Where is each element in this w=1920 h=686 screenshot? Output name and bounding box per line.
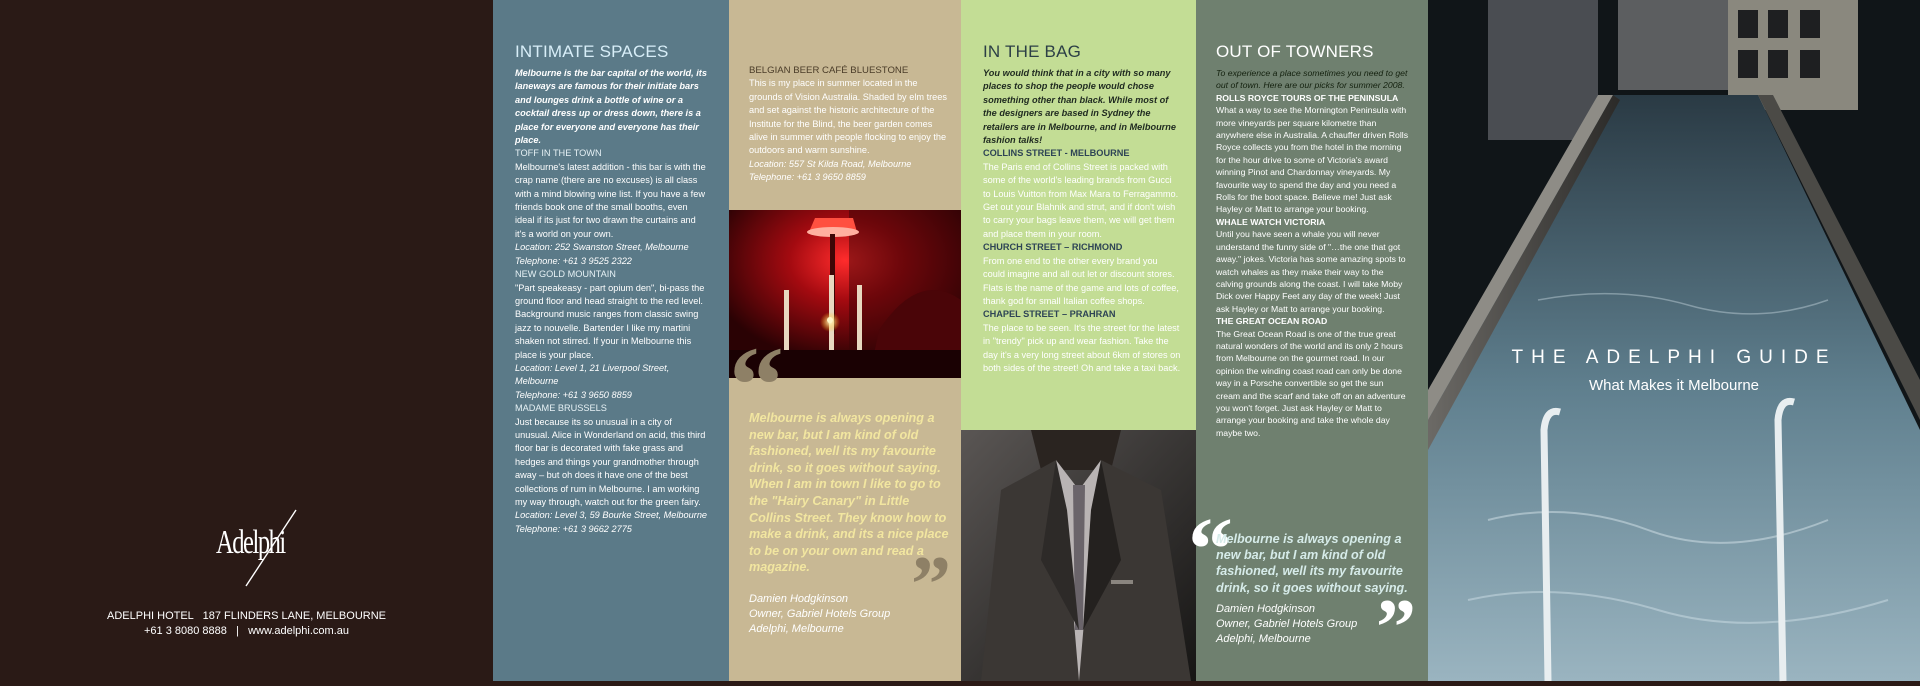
section-location: Location: 252 Swanston Street, Melbourne [515, 242, 689, 253]
out-of-towners-panel [1188, 0, 1428, 681]
beer-cafe-telephone: Telephone: +61 3 9650 8859 [749, 172, 866, 183]
section-body: The Paris end of Collins Street is packed with some of the world's leading brands from Gucci to Louis Vuitton from Max Mara to Ferragammo. Get out your Blahnik and strut, and if don't wish to carry your bags leave them, we will get them and place them in your room. [983, 161, 1179, 239]
in-the-bag-heading: IN THE BAG [983, 42, 1082, 61]
section-body: Just because its so unusual in a city of unusual. Alice in Wonderland on acid, this third floor bar is decorated with fake grass and hedges and things your grandmother through away – but oh does it have one of the best collections of rum in Melbourne. I am working my way through, watch out for the green fairy. [515, 416, 706, 507]
section-body: Until you have seen a whale you will never understand the funny side of "…the one that got away." jokes. Victoria has some amazing spots to watch whales as they make their way to the calving grounds along the coast. I will take Moby Dick over Happy Feet any day of the week! Just ask Hayley or Matt to arrange your booking. [1216, 229, 1406, 314]
hotel-phone: +61 3 8080 8888 [143, 625, 227, 637]
adelphi-logo [210, 508, 300, 588]
quote-attribution [1216, 602, 1357, 647]
section-location: Location: Level 1, 21 Liverpool Street, Melbourne [515, 362, 670, 387]
section-body: The place to be seen. It's the street for the latest in "trendy" pick up and wear fashion. Take the day it's a very long street about 6km of stores on both sides of the street! Oh and take a taxi back. [983, 322, 1181, 373]
out-of-towners-intro: To experience a place sometimes you need to get out of town. Here are our picks for summer 2008. [1216, 68, 1408, 91]
beer-cafe-title: BELGIAN BEER CAFÉ BLUESTONE [749, 65, 909, 76]
suit-image [961, 430, 1196, 681]
intimate-spaces-text [515, 67, 709, 536]
section-title: ROLLS ROYCE TOURS OF THE PENINSULA [1216, 92, 1399, 103]
section-title: WHALE WATCH VICTORIA [1216, 216, 1326, 227]
in-the-bag-text [983, 42, 1181, 375]
section-title: NEW GOLD MOUNTAIN [515, 269, 616, 280]
man-in-suit-photo [961, 430, 1196, 681]
attribution-name: Damien Hodgkinson [1216, 603, 1316, 615]
section-title: THE GREAT OCEAN ROAD [1216, 316, 1328, 327]
section-telephone: Telephone: +61 3 9662 2775 [515, 523, 632, 534]
close-quote-icon: ” [911, 541, 951, 629]
intimate-spaces-panel [493, 0, 729, 681]
beer-cafe-panel [729, 0, 961, 681]
logo-wordmark: Adelphi [216, 524, 285, 561]
attribution-place: Adelphi, Melbourne [1216, 633, 1311, 645]
pull-quote: Melbourne is always opening a new bar, but I am kind of old fashioned, well its my favourite drink, so it goes without saying. [1216, 532, 1408, 595]
in-the-bag-intro: You would think that in a city with so many places to shop the people would chose something other than black. While most of the designers are based in Sydney the retailers are in Melbourne, and in Melbourne fashion talks! [983, 68, 1176, 146]
section-body: Melbourne's latest addition - this bar is with the crap name (there are no excuses) is all class with a mind blowing wine list. If you have a few friends book one of the small booths, even ideal if its just for two drawn the curtains and it's a world on your own. [515, 161, 706, 239]
section-title: MADAME BRUSSELS [515, 403, 607, 414]
hotel-address: 187 FLINDERS LANE, MELBOURNE [202, 610, 386, 622]
cover-title: THE ADELPHI GUIDE [1511, 347, 1837, 368]
front-cover-panel [1428, 0, 1920, 681]
section-body: From one end to the other every brand you could imagine and all out let or discount stores. Flats is the name of the game and lots of coffee, thank god for small Italian coffee shops. [983, 255, 1179, 306]
hotel-contact-line [0, 625, 493, 637]
contact-separator: | [236, 625, 239, 637]
section-title: CHAPEL STREET – PRAHRAN [983, 309, 1116, 320]
cover-subtitle: What Makes it Melbourne [1588, 377, 1760, 394]
section-telephone: Telephone: +61 3 9525 2322 [515, 255, 632, 266]
section-body: What a way to see the Mornington Peninsula with more vineyards per square kilometre than anywhere else in Australia. A chauffer driven Rolls Royce collects you from the hotel in the morning for the hour drive to some of Victoria's award winning Pinot and Chardonnay vineyards. My favourite way to spend the day and you need a Rolls for the boot space. Believe me! Just ask Hayley or Matt to arrange your booking. [1216, 105, 1409, 215]
pull-quote: Melbourne is always opening a new bar, but I am kind of old fashioned, well its my favourite drink, so it goes without saying. When I am in town I like to go to the "Hairy Canary" in Little Collins Street. They know how to make a drink, and its a nice place to be on your own and read a magazine. [749, 411, 949, 575]
back-cover-panel [0, 0, 493, 681]
section-telephone: Telephone: +61 3 9650 8859 [515, 389, 632, 400]
section-body: The Great Ocean Road is one of the true great natural wonders of the world and its only 2 hours from Melbourne on the gourmet road. In our opinion the winding coast road can only be done way in a Porsche convertible so get the sun cream and the scarf and take off on an adventure you won't forget. Just ask Hayley or Matt to arrange your booking and take the whole day maybe two. [1216, 328, 1406, 438]
section-title: CHURCH STREET – RICHMOND [983, 242, 1123, 253]
attribution-place: Adelphi, Melbourne [749, 623, 844, 635]
in-the-bag-panel [961, 0, 1196, 681]
hotel-address-line [0, 610, 493, 622]
close-quote-icon: ” [1376, 584, 1416, 672]
open-quote-icon: “ [729, 324, 784, 446]
section-title: TOFF IN THE TOWN [515, 148, 602, 159]
section-title: COLLINS STREET - MELBOURNE [983, 148, 1130, 159]
intimate-spaces-heading: INTIMATE SPACES [515, 42, 669, 61]
beer-cafe-text [749, 64, 949, 185]
out-of-towners-heading: OUT OF TOWNERS [1216, 42, 1374, 61]
beer-cafe-location: Location: 557 St Kilda Road, Melbourne [749, 158, 912, 169]
attribution-role: Owner, Gabriel Hotels Group [749, 608, 891, 620]
beer-cafe-body: This is my place in summer located in the grounds of Vision Australia. Shaded by elm trees and set against the historic architecture of the Institute for the Blind, the beer garden comes alive in summer with people flocking to enjoy the outdoors and warm sunshine. [749, 78, 947, 156]
attribution-role: Owner, Gabriel Hotels Group [1216, 618, 1358, 630]
pool-photo [1428, 0, 1920, 681]
section-body: "Part speakeasy - part opium den", bi-pass the ground floor and head straight to the red level. Background music ranges from classic swing jazz to nouvelle. Bartender I like my martini shaken not stirred. If your in Melbourne this place is your place. [515, 282, 705, 360]
open-quote-icon: “ [1188, 500, 1233, 599]
attribution-name: Damien Hodgkinson [749, 593, 849, 605]
section-location: Location: Level 3, 59 Bourke Street, Melbourne [515, 510, 708, 521]
hotel-website[interactable]: www.adelphi.com.au [248, 625, 349, 637]
quote-attribution [749, 592, 890, 637]
intimate-spaces-intro: Melbourne is the bar capital of the world, its laneways are famous for their initiate bars and lounges drink a bottle of wine or a cocktail dress up or dress down, there is a place for everyone and everyone has their place. [515, 68, 707, 146]
hotel-name: ADELPHI HOTEL [107, 610, 194, 622]
